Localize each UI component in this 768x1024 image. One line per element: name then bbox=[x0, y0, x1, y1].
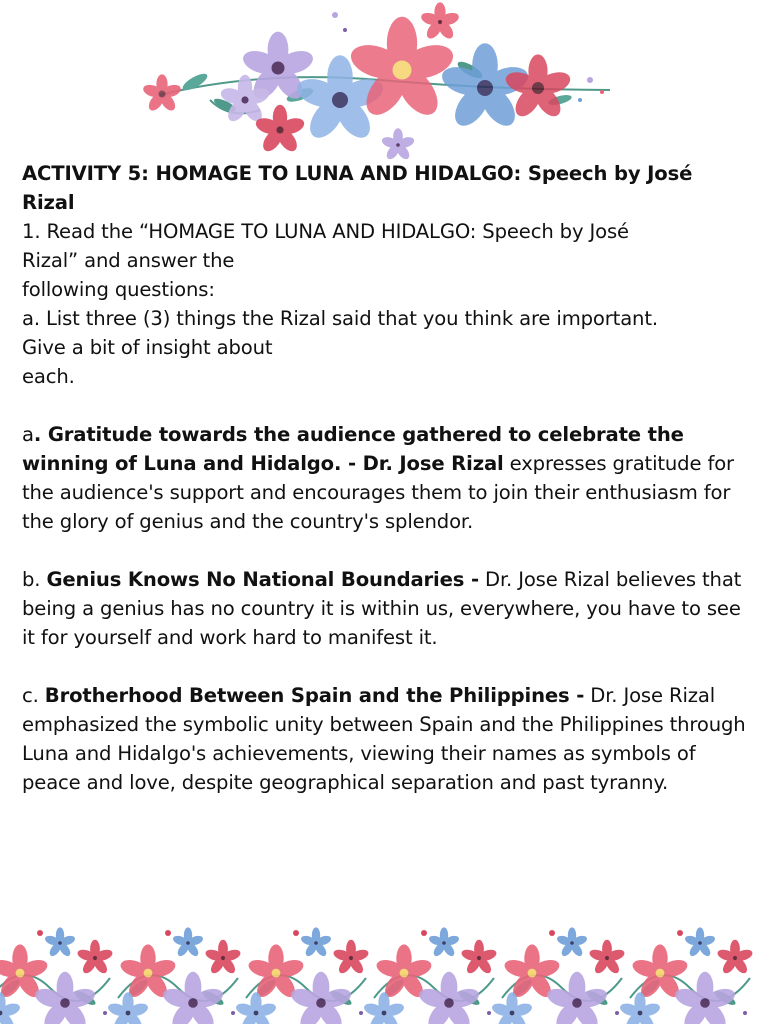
floral-decoration-top bbox=[140, 0, 620, 165]
answer-body: expresses gratitude for the audience's support and encourages them to join their enthusiasm for the glory of genius and the country's splendor. bbox=[22, 452, 734, 533]
question-line: Give a bit of insight about bbox=[22, 336, 273, 359]
answer-heading: Genius Knows No National Boundaries - bbox=[46, 568, 479, 591]
answer-c bbox=[22, 681, 750, 797]
floral-border-bottom bbox=[0, 918, 768, 1024]
answer-body: Dr. Jose Rizal emphasized the symbolic unity between Spain and the Philippines through Luna and Hidalgo's achievements, viewing their names as symbols of peace and love, despite geographical separation and past tyranny. bbox=[22, 684, 746, 794]
answer-body: Dr. Jose Rizal believes that being a genius has no country it is within us, everywhere, you have to see it for yourself and work hard to manifest it. bbox=[22, 568, 742, 649]
instruction-line: Rizal” and answer the bbox=[22, 249, 235, 272]
activity-content bbox=[22, 159, 750, 797]
question-line: each. bbox=[22, 365, 75, 388]
instruction-line: following questions: bbox=[22, 278, 215, 301]
instruction-line: 1. Read the “HOMAGE TO LUNA AND HIDALGO: Speech by José bbox=[22, 220, 629, 243]
activity-title: ACTIVITY 5: HOMAGE TO LUNA AND HIDALGO: Speech by José Rizal bbox=[22, 162, 693, 214]
question-line: a. List three (3) things the Rizal said that you think are important. bbox=[22, 307, 658, 330]
answer-prefix: c. bbox=[22, 684, 45, 707]
answer-a bbox=[22, 420, 750, 536]
answer-prefix: a bbox=[22, 423, 34, 446]
answer-heading: . Gratitude towards the audience gathered to celebrate the winning of Luna and Hidalgo. - Dr. Jose Rizal bbox=[22, 423, 684, 475]
answer-b bbox=[22, 565, 750, 652]
answer-prefix: b. bbox=[22, 568, 47, 591]
answer-heading: Brotherhood Between Spain and the Philippines - bbox=[44, 684, 585, 707]
